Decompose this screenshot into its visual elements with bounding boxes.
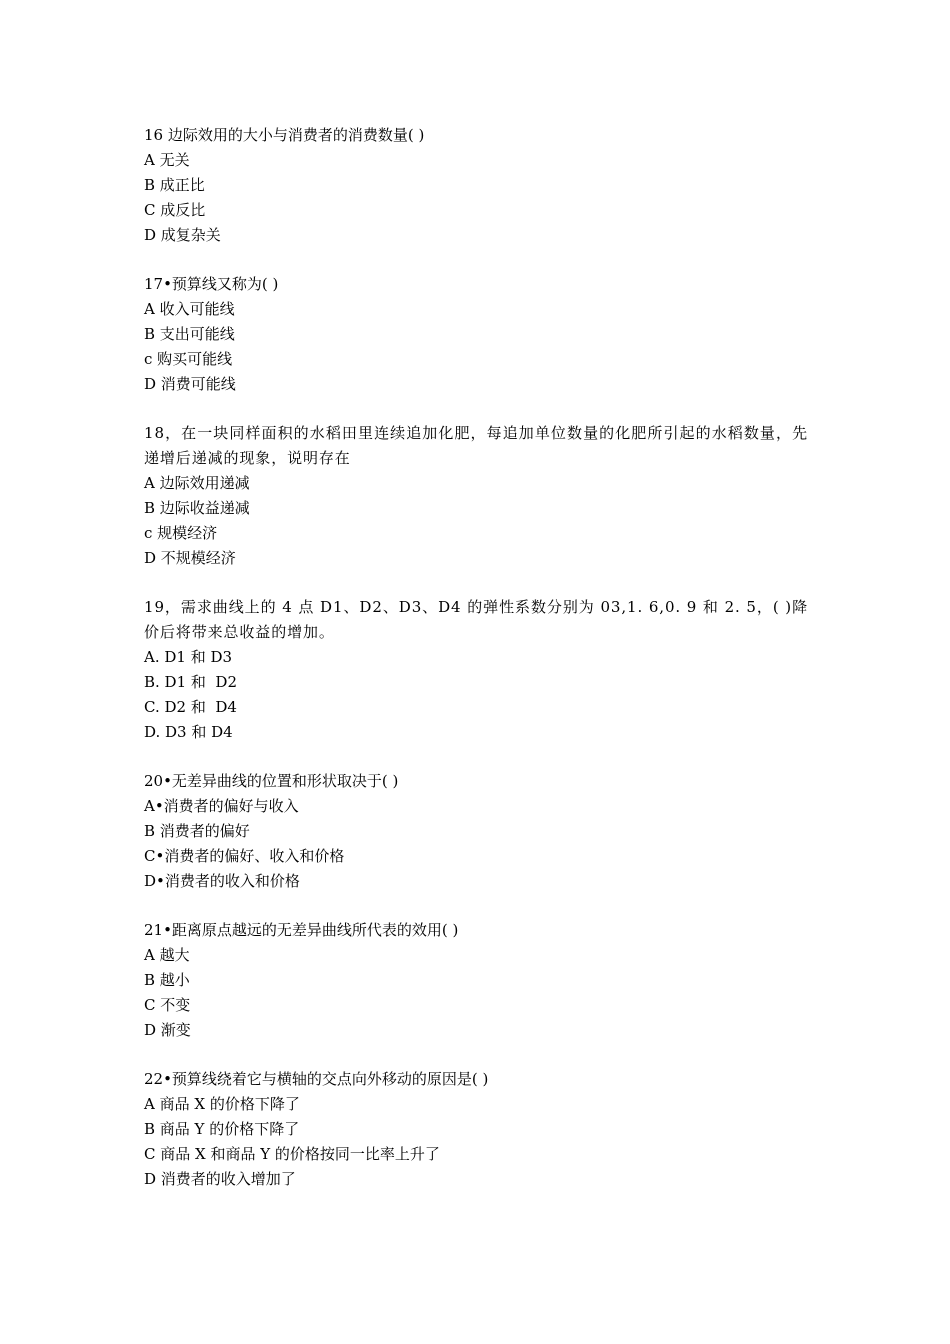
question-20 xyxy=(144,769,808,894)
option-a: A 收入可能线 xyxy=(144,300,235,318)
question-text: 20•无差异曲线的位置和形状取决于( ) xyxy=(144,772,399,790)
option-c: C 不变 xyxy=(144,996,191,1014)
question-text: 17•预算线又称为( ) xyxy=(144,275,279,293)
question-text: 18，在一块同样面积的水稻田里连续追加化肥，每追加单位数量的化肥所引起的水稻数量，先递增后递减的现象，说明存在 xyxy=(144,424,808,467)
question-text: 22•预算线绕着它与横轴的交点向外移动的原因是( ) xyxy=(144,1070,489,1088)
option-a: A 商品 X 的价格下降了 xyxy=(144,1095,300,1113)
option-c: C. D2 和 D4 xyxy=(144,698,237,716)
option-a: A. D1 和 D3 xyxy=(144,648,233,666)
question-21 xyxy=(144,918,808,1043)
option-c: C 商品 X 和商品 Y 的价格按同一比率上升了 xyxy=(144,1145,440,1163)
question-22 xyxy=(144,1067,808,1192)
option-d: D 消费可能线 xyxy=(144,375,236,393)
option-d: D 不规模经济 xyxy=(144,549,236,567)
option-b: B. D1 和 D2 xyxy=(144,673,238,691)
option-d: D 消费者的收入增加了 xyxy=(144,1170,296,1188)
option-c: C 成反比 xyxy=(144,201,206,219)
question-18 xyxy=(144,421,808,571)
option-c: c 规模经济 xyxy=(144,524,218,542)
question-19 xyxy=(144,595,808,745)
question-17 xyxy=(144,272,808,397)
option-c: C•消费者的偏好、收入和价格 xyxy=(144,847,345,865)
option-b: B 边际收益递减 xyxy=(144,499,250,517)
question-text: 16 边际效用的大小与消费者的消费数量( ) xyxy=(144,126,425,144)
option-c: c 购买可能线 xyxy=(144,350,233,368)
option-b: B 消费者的偏好 xyxy=(144,822,250,840)
option-b: B 越小 xyxy=(144,971,190,989)
option-a: A•消费者的偏好与收入 xyxy=(144,797,299,815)
question-text: 21•距离原点越远的无差异曲线所代表的效用( ) xyxy=(144,921,459,939)
question-text: 19，需求曲线上的 4 点 D1、D2、D3、D4 的弹性系数分别为 03,1. 6,0. 9 和 2. 5，( )降价后将带来总收益的增加。 xyxy=(144,598,808,641)
question-16 xyxy=(144,123,808,248)
option-b: B 成正比 xyxy=(144,176,205,194)
document-page xyxy=(144,123,808,1216)
option-a: A 无关 xyxy=(144,151,190,169)
option-d: D•消费者的收入和价格 xyxy=(144,872,300,890)
option-d: D 成复杂关 xyxy=(144,226,221,244)
option-b: B 商品 Y 的价格下降了 xyxy=(144,1120,300,1138)
option-a: A 边际效用递减 xyxy=(144,474,250,492)
option-a: A 越大 xyxy=(144,946,190,964)
option-b: B 支出可能线 xyxy=(144,325,235,343)
option-d: D. D3 和 D4 xyxy=(144,723,233,741)
option-d: D 渐变 xyxy=(144,1021,191,1039)
